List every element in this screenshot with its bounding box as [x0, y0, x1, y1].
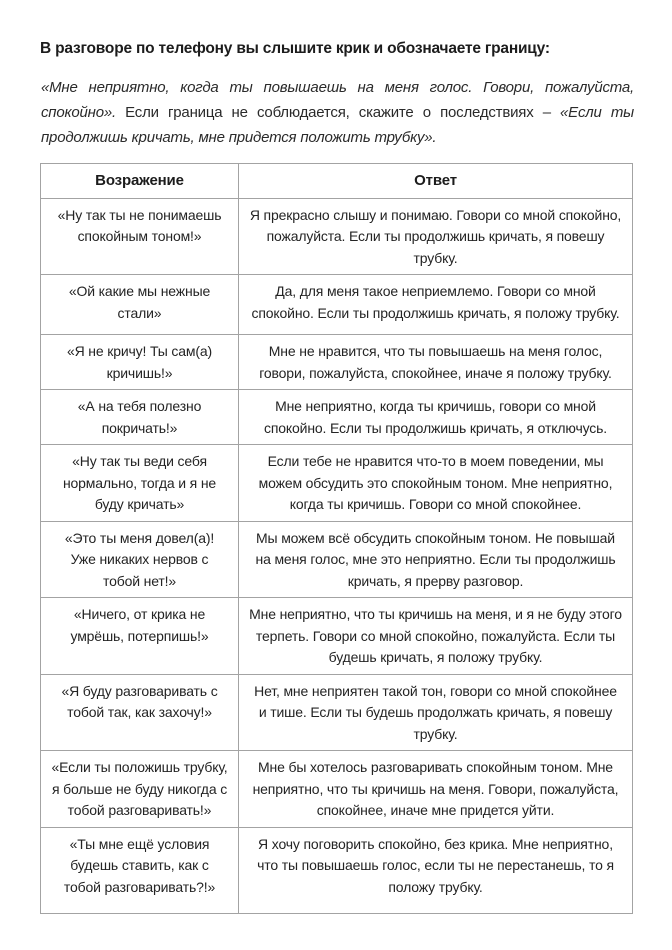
intro-paragraph	[41, 75, 634, 150]
document-title: В разговоре по телефону вы слышите крик и обозначаете границу:	[40, 40, 550, 57]
answer-cell: Мы можем всё обсудить спокойным тоном. Не повышай на меня голос, мне это неприятно. Если ты продолжишь кричать, я прерву разговор.	[239, 521, 633, 598]
objection-cell: «Я не кричу! Ты сам(а) кричишь!»	[41, 335, 239, 390]
objection-cell: «Если ты положишь трубку, я больше не буду никогда с тобой разговаривать!»	[41, 751, 239, 828]
answer-cell: Я прекрасно слышу и понимаю. Говори со мной спокойно, пожалуйста. Если ты продолжишь кричать, я повешу трубку.	[239, 198, 633, 275]
objection-cell: «Ну так ты веди себя нормально, тогда и я не буду кричать»	[41, 445, 239, 522]
table-row	[41, 521, 633, 598]
table-row	[41, 751, 633, 828]
objection-cell: «Ну так ты не понимаешь спокойным тоном!»	[41, 198, 239, 275]
answer-cell: Если тебе не нравится что-то в моем поведении, мы можем обсудить это спокойным тоном. Мне неприятно, когда ты кричишь. Говори со мной спокойнее.	[239, 445, 633, 522]
objection-cell: «А на тебя полезно покричать!»	[41, 390, 239, 445]
table-row	[41, 598, 633, 675]
column-header-objection: Возражение	[41, 164, 239, 199]
answer-cell: Нет, мне неприятен такой тон, говори со мной спокойнее и тише. Если ты будешь продолжать кричать, я повешу трубку.	[239, 674, 633, 751]
answer-cell: Мне неприятно, что ты кричишь на меня, и я не буду этого терпеть. Говори со мной спокойно, пожалуйста. Если ты будешь кричать, я положу трубку.	[239, 598, 633, 675]
table-row	[41, 335, 633, 390]
intro-connecting-text: Если граница не соблюдается, скажите о последствиях –	[115, 104, 561, 121]
answer-cell: Мне не нравится, что ты повышаешь на меня голос, говори, пожалуйста, спокойнее, иначе я положу трубку.	[239, 335, 633, 390]
table-header-row	[41, 164, 633, 199]
table-row	[41, 445, 633, 522]
answer-cell: Мне неприятно, когда ты кричишь, говори со мной спокойно. Если ты продолжишь кричать, я отключусь.	[239, 390, 633, 445]
objection-cell: «Ничего, от крика не умрёшь, потерпишь!»	[41, 598, 239, 675]
table-row	[41, 275, 633, 335]
table-row	[41, 390, 633, 445]
table-row	[41, 827, 633, 913]
table-row	[41, 198, 633, 275]
answer-cell: Мне бы хотелось разговаривать спокойным тоном. Мне неприятно, что ты кричишь на меня. Говори, пожалуйста, спокойнее, иначе мне придется уйти.	[239, 751, 633, 828]
objections-table	[40, 163, 633, 914]
answer-cell: Я хочу поговорить спокойно, без крика. Мне неприятно, что ты повышаешь голос, если ты не перестанешь, то я положу трубку.	[239, 827, 633, 913]
intro-quote-boundary: «Мне неприятно, когда ты повышаешь на меня голос. Говори, пожалуйста, спокойно».	[41, 79, 634, 121]
objection-cell: «Я буду разговаривать с тобой так, как захочу!»	[41, 674, 239, 751]
objection-cell: «Это ты меня довел(а)! Уже никаких нервов с тобой нет!»	[41, 521, 239, 598]
objection-cell: «Ты мне ещё условия будешь ставить, как с тобой разговаривать?!»	[41, 827, 239, 913]
table-row	[41, 674, 633, 751]
column-header-answer: Ответ	[239, 164, 633, 199]
objection-cell: «Ой какие мы нежные стали»	[41, 275, 239, 335]
answer-cell: Да, для меня такое неприемлемо. Говори со мной спокойно. Если ты продолжишь кричать, я положу трубку.	[239, 275, 633, 335]
intro-quote-consequence: «Если ты продолжишь кричать, мне придется положить трубку».	[41, 104, 634, 146]
